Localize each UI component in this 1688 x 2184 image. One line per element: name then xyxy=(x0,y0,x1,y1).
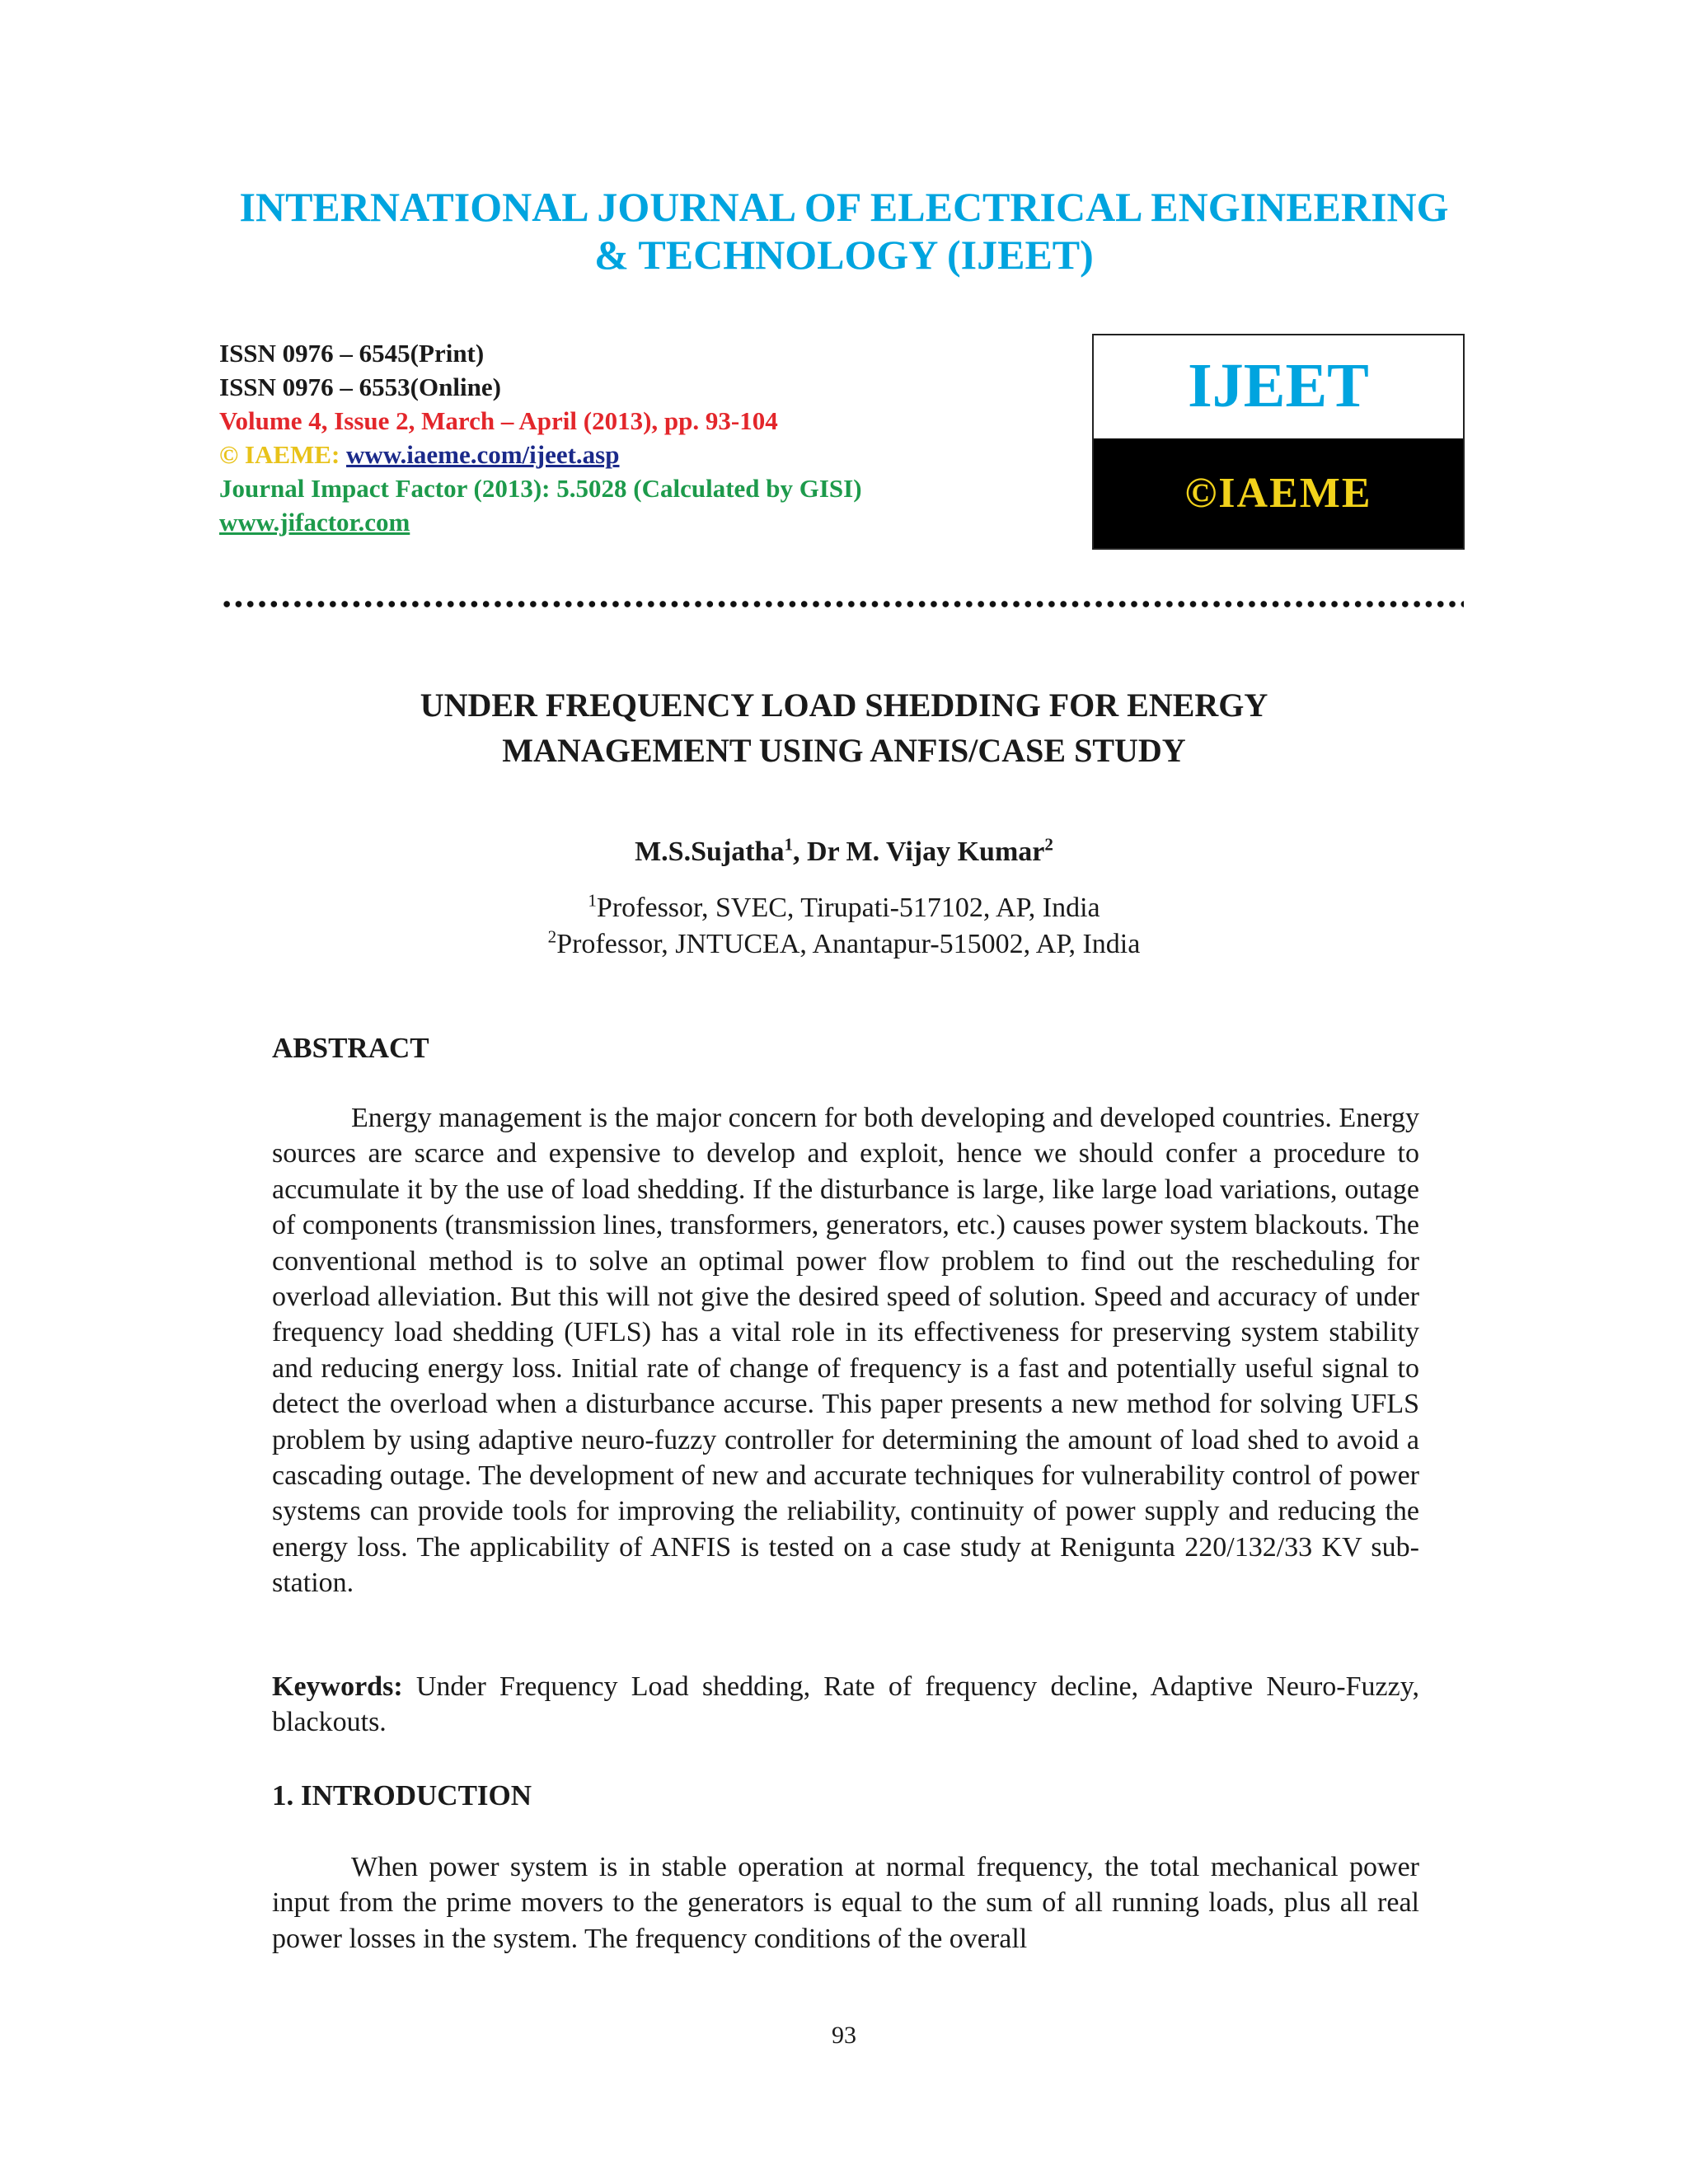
author-2: , Dr M. Vijay Kumar xyxy=(793,837,1045,867)
affiliation-1 xyxy=(247,890,1441,926)
affiliation-1-text: Professor, SVEC, Tirupati-517102, AP, India xyxy=(596,893,1100,923)
abstract-heading: ABSTRACT xyxy=(272,1032,429,1064)
dotted-divider xyxy=(221,600,1464,608)
issn-print: ISSN 0976 – 6545(Print) xyxy=(219,339,485,368)
iaeme-link[interactable]: www.iaeme.com/ijeet.asp xyxy=(346,440,620,469)
keywords-text: Under Frequency Load shedding, Rate of frequency decline, Adaptive Neuro-Fuzzy, blackouts. xyxy=(272,1671,1419,1738)
journal-title-line1: INTERNATIONAL JOURNAL OF ELECTRICAL ENGINEERING xyxy=(239,184,1449,230)
journal-title-line2: & TECHNOLOGY (IJEET) xyxy=(594,232,1094,278)
journal-meta xyxy=(219,336,862,539)
iaeme-line xyxy=(219,438,862,471)
paper-title-line1: UNDER FREQUENCY LOAD SHEDDING FOR ENERGY xyxy=(420,687,1268,724)
page-number: 93 xyxy=(832,2022,856,2049)
authors xyxy=(247,834,1441,870)
journal-title xyxy=(124,183,1564,279)
affiliation-2 xyxy=(247,926,1441,963)
ijeet-logo xyxy=(1092,334,1465,550)
affiliation-1-sup: 1 xyxy=(588,890,597,911)
issn-online: ISSN 0976 – 6553(Online) xyxy=(219,373,501,401)
volume-info: Volume 4, Issue 2, March – April (2013), pp. 93-104 xyxy=(219,406,778,435)
author-1: M.S.Sujatha xyxy=(635,837,785,867)
impact-factor: Journal Impact Factor (2013): 5.5028 (Calculated by GISI) xyxy=(219,474,862,503)
iaeme-prefix: © IAEME: xyxy=(219,440,347,469)
keywords-label: Keywords: xyxy=(272,1671,403,1702)
paper-title-line2: MANAGEMENT USING ANFIS/CASE STUDY xyxy=(502,732,1186,769)
author-2-sup: 2 xyxy=(1044,834,1053,855)
introduction-text: When power system is in stable operation at normal frequency, the total mechanical power input from the prime movers to the generators is equal to the sum of all running loads, plus all real power losses in the system. The frequency conditions of the overall xyxy=(272,1852,1419,1954)
affiliations xyxy=(247,890,1441,963)
introduction-heading: 1. INTRODUCTION xyxy=(272,1779,532,1811)
keywords xyxy=(272,1669,1419,1741)
paper-title xyxy=(247,682,1441,773)
author-1-sup: 1 xyxy=(784,834,794,855)
jifactor-link[interactable]: www.jifactor.com xyxy=(219,508,410,537)
affiliation-2-text: Professor, JNTUCEA, Anantapur-515002, AP, India xyxy=(556,929,1141,959)
affiliation-2-sup: 2 xyxy=(547,926,557,947)
logo-top-text: IJEET xyxy=(1188,351,1369,420)
logo-bottom-text: ©IAEME xyxy=(1094,438,1463,548)
abstract-text: Energy management is the major concern for both developing and developed countries. Energy sources are scarce and expensive to develop and exploit, hence we should confer a procedure to accumulate it by the use of load shedding. If the disturbance is large, like large load variations, outage of components (transmission lines, transformers, generators, etc.) causes power system blackouts. The conventional method is to solve an optimal power flow problem to find out the rescheduling for overload alleviation. But this will not give the desired speed of solution. Speed and accuracy of under frequency load shedding (UFLS) has a vital role in its effectiveness for preserving system stability and reducing energy loss. Initial rate of change of frequency is a fast and potentially useful signal to detect the overload when a disturbance accurse. This paper presents a new method for solving UFLS problem by using adaptive neuro-fuzzy controller for determining the amount of load shed to avoid a cascading outage. The development of new and accurate techniques for vulnerability control of power systems can provide tools for improving the reliability, continuity of power supply and reducing the energy loss. The applicability of ANFIS is tested on a case study at Renigunta 220/132/33 KV sub- station. xyxy=(272,1103,1419,1599)
